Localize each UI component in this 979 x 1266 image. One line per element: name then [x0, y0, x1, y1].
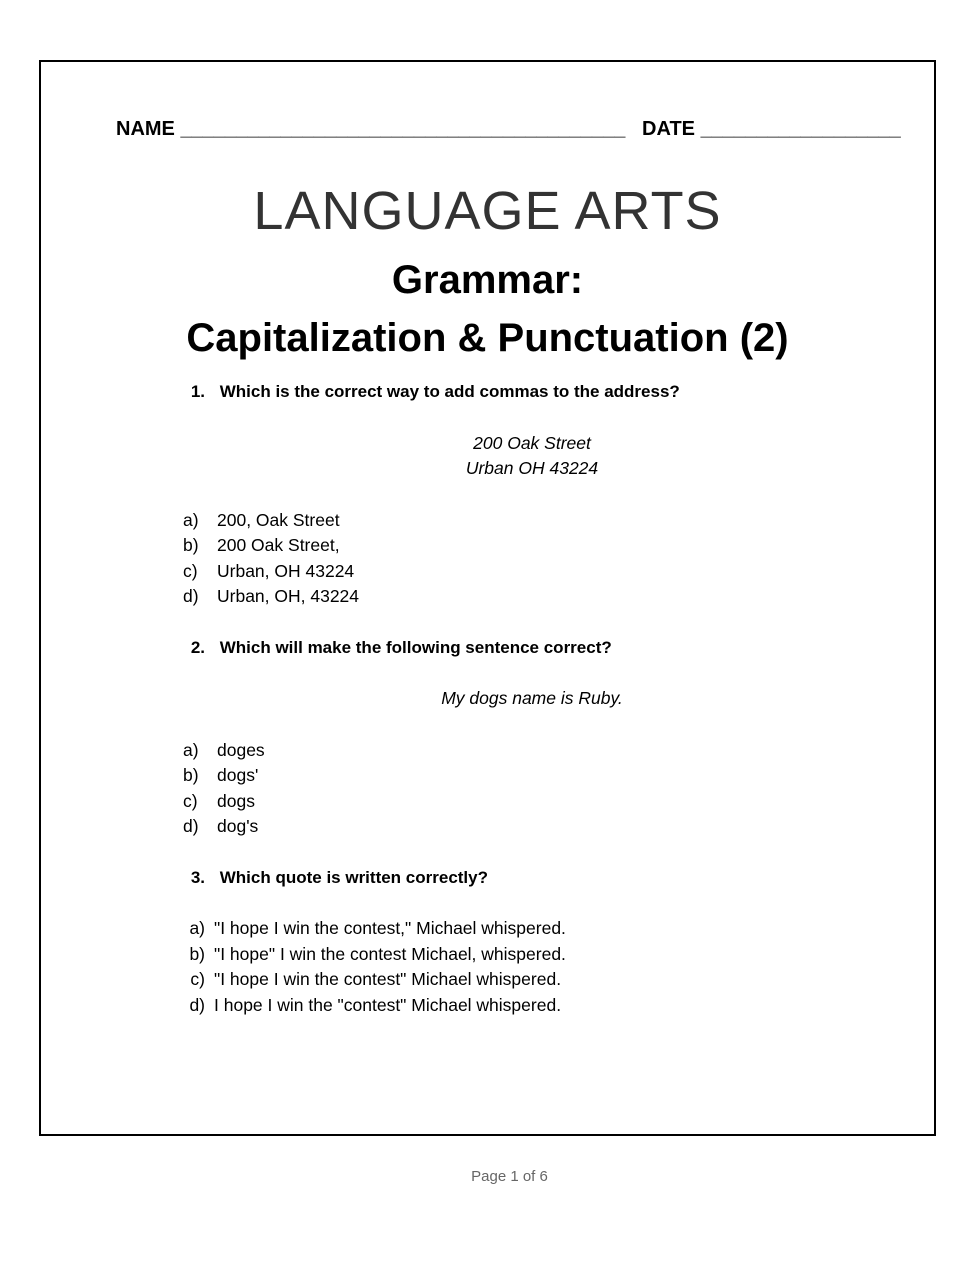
option-letter: b) [183, 535, 199, 555]
option-text: "I hope I win the contest," Michael whispered. [214, 918, 566, 938]
answer-option [183, 586, 359, 607]
excerpt-line: My dogs name is Ruby. [441, 688, 623, 708]
answer-option [183, 535, 340, 556]
option-letter: d) [183, 586, 199, 606]
page-title: LANGUAGE ARTS [253, 181, 722, 241]
option-letter: a) [183, 740, 199, 760]
question-text: Which quote is written correctly? [219, 868, 488, 887]
name-date-header [116, 118, 901, 141]
option-text: "I hope I win the contest" Michael whispered. [214, 969, 562, 989]
option-text: dogs [217, 791, 255, 811]
option-letter: d) [183, 816, 199, 836]
answer-option [173, 918, 566, 939]
option-text: 200 Oak Street, [217, 535, 340, 555]
question-text: Which will make the following sentence correct? [219, 638, 612, 657]
question-number: 3. [190, 868, 205, 887]
question-number: 2. [190, 638, 205, 657]
question-2 [176, 638, 612, 658]
option-text: Urban, OH 43224 [217, 561, 355, 581]
option-letter: b) [183, 765, 199, 785]
question-3 [176, 868, 488, 888]
option-letter: a) [189, 918, 205, 938]
answer-option [183, 740, 265, 761]
excerpt-line: Urban OH 43224 [465, 458, 599, 478]
option-text: "I hope" I win the contest Michael, whispered. [214, 944, 566, 964]
subtitle-line-2: Capitalization & Punctuation (2) [186, 316, 789, 360]
option-text: Urban, OH, 43224 [217, 586, 360, 606]
option-letter: a) [183, 510, 199, 530]
answer-option [173, 944, 566, 965]
option-letter: c) [190, 969, 205, 989]
option-text: dog's [217, 816, 259, 836]
answer-option [173, 995, 561, 1016]
option-text: dogs' [217, 765, 259, 785]
option-letter: d) [189, 995, 205, 1015]
option-text: 200, Oak Street [217, 510, 340, 530]
answer-option [183, 816, 258, 837]
question-number: 1. [190, 382, 205, 401]
page-number: Page 1 of 6 [471, 1168, 548, 1185]
answer-option [183, 765, 258, 786]
subtitle-line-1: Grammar: [391, 258, 584, 302]
answer-option [183, 561, 354, 582]
question-text: Which is the correct way to add commas to the address? [219, 382, 680, 401]
question-1 [176, 382, 680, 402]
excerpt-line: 200 Oak Street [473, 433, 591, 453]
answer-option [173, 969, 561, 990]
date-line: __________________ [700, 118, 901, 140]
date-label: DATE [642, 118, 696, 140]
option-letter: c) [183, 791, 198, 811]
answer-option [183, 510, 340, 531]
option-letter: b) [189, 944, 205, 964]
option-text: doges [217, 740, 265, 760]
name-line: ________________________________________ [180, 118, 626, 140]
name-label: NAME [116, 118, 175, 140]
answer-option [183, 791, 255, 812]
option-text: I hope I win the "contest" Michael whispered. [214, 995, 562, 1015]
option-letter: c) [183, 561, 198, 581]
